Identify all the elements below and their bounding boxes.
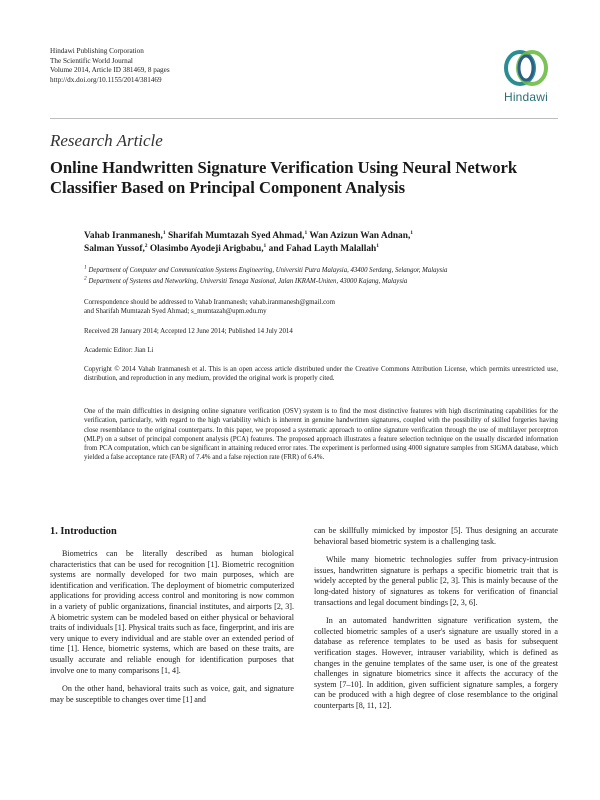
paragraph: can be skillfully mimicked by impostor [5]. Thus designing an accurate behavioral based biometric system is a challenging task. bbox=[314, 526, 558, 546]
volume-info: Volume 2014, Article ID 381469, 8 pages bbox=[50, 66, 170, 75]
publication-dates: Received 28 January 2014; Accepted 12 June 2014; Published 14 July 2014 bbox=[84, 328, 293, 335]
paragraph: Biometrics can be literally described as human biological characteristics that can be used for recognition [1]. Biometric recognition systems are normally developed for two main purposes, which are identification and verification. The deployment of biometric computerized applications for providing access control and monitoring is now common in a variety of public organizations, financial institutes, and airports [2, 3]. A biometric system can be modeled based on either physical or behavioral traits of individuals [1]. Physical traits such as face, fingerprint, and iris are very unique to every individual and are stable over an extended period of time [1]. Hence, biometric systems, which are based on these traits, are usually accurate and reliable enough for identification purposes that involve one to many comparisons [1, 4]. bbox=[50, 549, 294, 675]
author: and Fahad Layth Malallah$^1$ bbox=[268, 242, 379, 254]
section-heading: 1. Introduction bbox=[50, 526, 117, 537]
author: Vahab Iranmanesh,$^1$ bbox=[84, 229, 166, 241]
paragraph: In an automated handwritten signature verification system, the collected biometric samples of a user's signature are usually stored in a database as reference templates to be used as basis for subsequent verification stages. However, intrauser variability, which is defined as changes in the genuine templates of the same user, is one of the greatest challenges in signature biometrics since it affects the accuracy of the system [7–10]. In addition, given sufficient signature samples, a forgery can be produced with a high degree of close resemblance to the original counterparts [8, 11, 12]. bbox=[314, 616, 558, 710]
logo-wordmark: Hindawi bbox=[503, 90, 549, 104]
journal-name: The Scientific World Journal bbox=[50, 56, 133, 65]
author: Salman Yussof,$^2$ bbox=[84, 242, 148, 254]
hindawi-logo-icon bbox=[494, 46, 558, 90]
abstract: One of the main difficulties in designing online signature verification (OSV) system is to find the most distinctive features with high discriminating capabilities for the verification, particularly, with regard to the high variability which is inherent in genuine handwritten signatures, coupled with the possibility of skilled forgeries having close resemblance to the original counterparts. In this paper, we proposed a systematic approach to online signature verification through the use of multilayer perceptron (MLP) on a subset of principal component analysis (PCA) features. The proposed approach illustrates a feature selection technique on the usually discarded information from PCA computation, which can be significant in attaining reduced error rates. The experiment is performed using 4000 signature samples from SIGMA database, which yielded a false acceptance rate (FAR) of 7.4% and a false rejection rate (FRR) of 6.4%. bbox=[84, 408, 558, 462]
paper-title: Online Handwritten Signature Verification Using Neural Network Classifier Based on Principal Component Analysis bbox=[50, 158, 518, 197]
left-column bbox=[50, 526, 294, 705]
affiliation: $^1$ Department of Computer and Communication Systems Engineering, Universiti Putra Malaysia, 43400 Serdang, Selangor, Malaysia bbox=[84, 264, 448, 274]
header-divider bbox=[50, 118, 558, 119]
copyright-notice: Copyright © 2014 Vahab Iranmanesh et al. This is an open access article distributed under the Creative Commons Attribution License, which permits unrestricted use, distribution, and reproduction in any medium, provided the original work is properly cited. bbox=[84, 366, 558, 382]
hindawi-logo bbox=[494, 46, 558, 106]
correspondence: Correspondence should be addressed to Vahab Iranmanesh; vahab.iranmanesh@gmail.com and Sharifah Mumtazah Syed Ahmad; s_mumtazah@upm.edu.my bbox=[84, 299, 335, 315]
journal-header bbox=[50, 47, 170, 85]
doi-link[interactable]: http://dx.doi.org/10.1155/2014/381469 bbox=[50, 75, 162, 84]
article-type: Research Article bbox=[50, 131, 163, 150]
author: Wan Azizun Wan Adnan,$^1$ bbox=[309, 229, 414, 241]
publisher-line: Hindawi Publishing Corporation bbox=[50, 47, 144, 55]
author-list bbox=[84, 230, 558, 256]
paragraph: On the other hand, behavioral traits such as voice, gait, and signature may be susceptible to changes over time [1] and bbox=[50, 684, 294, 704]
paragraph: While many biometric technologies suffer from privacy-intrusion issues, handwritten signature is perhaps a specific biometric trait that is widely accepted by the general public [2, 3]. This is mainly because of the long-dated history of signatures as tokens for verification of financial transactions and legal document bindings [2, 3, 6]. bbox=[314, 555, 558, 607]
affiliation: $^2$ Department of Systems and Networking, Universiti Tenaga Nasional, Jalan IKRAM-Uniten, 43000 Kajang, Malaysia bbox=[84, 275, 408, 285]
author: Olasimbo Ayodeji Arigbabu,$^1$ bbox=[149, 242, 267, 254]
author: Sharifah Mumtazah Syed Ahmad,$^1$ bbox=[167, 229, 308, 241]
academic-editor: Academic Editor: Jian Li bbox=[84, 347, 154, 354]
right-column bbox=[314, 526, 558, 712]
